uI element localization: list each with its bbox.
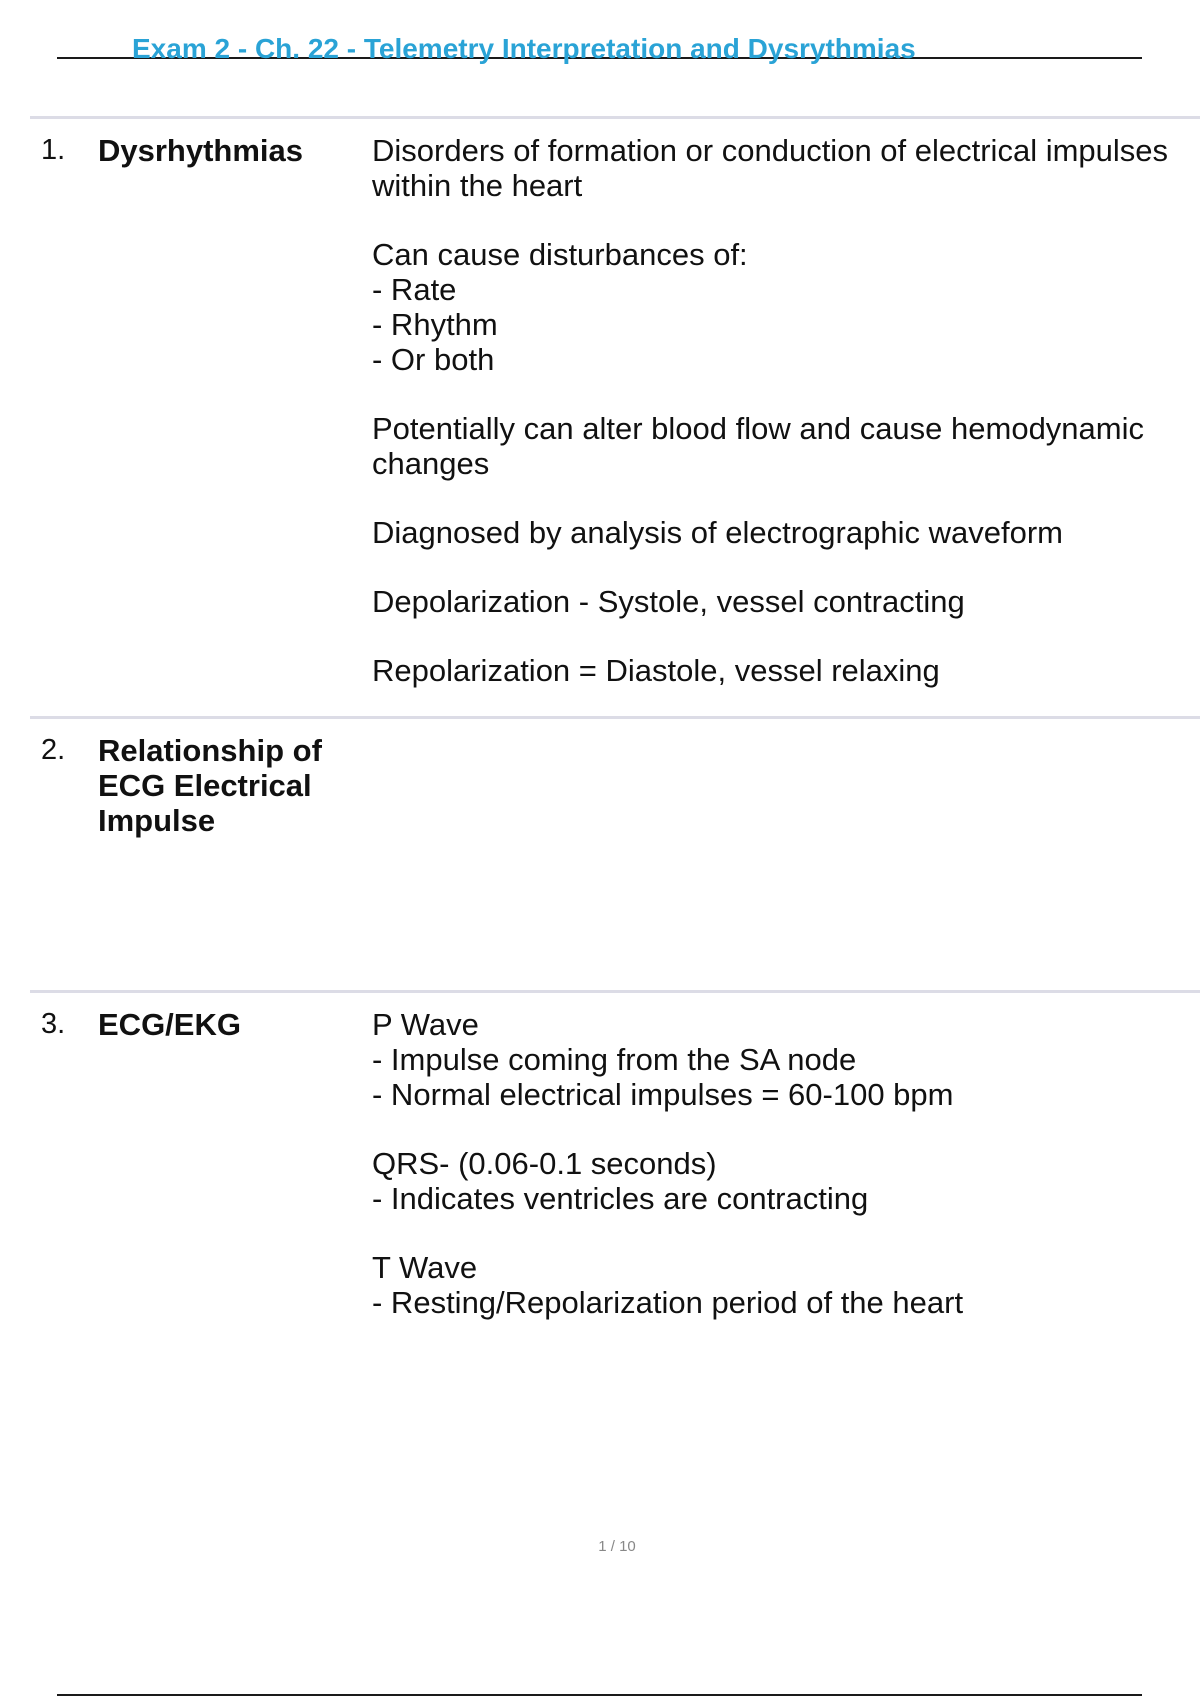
definition-paragraph (372, 1250, 1192, 1320)
flashcard-3 (30, 990, 1200, 1550)
definition-line: Depolarization - Systole, vessel contracting (372, 584, 965, 619)
card-number: 1. (41, 134, 66, 166)
definition-paragraph (372, 1007, 1192, 1112)
definition-line: - Impulse coming from the SA node (372, 1042, 857, 1077)
card-term (98, 1007, 348, 1042)
definition-line: P Wave (372, 1007, 479, 1042)
definition-paragraph (372, 584, 1192, 619)
document-title: Exam 2 - Ch. 22 - Telemetry Interpretation and Dysrythmias (132, 33, 916, 64)
card-number: 3. (41, 1008, 66, 1040)
definition-line: within the heart (372, 168, 583, 203)
card-number: 2. (41, 734, 66, 766)
definition-paragraph (372, 653, 1192, 688)
card-term (98, 733, 348, 838)
term-line: Impulse (98, 803, 216, 838)
definition-line: Disorders of formation or conduction of electrical impulses (372, 133, 1169, 168)
definition-paragraph (372, 237, 1192, 377)
definition-paragraph (372, 1146, 1192, 1216)
term-line: ECG/EKG (98, 1007, 241, 1042)
definition-line: - Normal electrical impulses = 60-100 bpm (372, 1077, 954, 1112)
definition-line: - Or both (372, 342, 495, 377)
definition-line: Potentially can alter blood flow and cause hemodynamic (372, 411, 1145, 446)
definition-line: Repolarization = Diastole, vessel relaxing (372, 653, 940, 688)
card-definition (372, 133, 1192, 722)
definition-line: QRS- (0.06-0.1 seconds) (372, 1146, 717, 1181)
definition-paragraph (372, 515, 1192, 550)
card-definition (372, 1007, 1192, 1354)
page-number: 1 / 10 (598, 1538, 636, 1555)
card-term (98, 133, 348, 168)
definition-line: - Rate (372, 272, 457, 307)
definition-line: - Rhythm (372, 307, 498, 342)
flashcard-1 (30, 116, 1200, 716)
definition-line: T Wave (372, 1250, 478, 1285)
term-line: ECG Electrical (98, 768, 312, 803)
term-line: Dysrhythmias (98, 133, 304, 168)
definition-paragraph (372, 133, 1192, 203)
definition-line: Can cause disturbances of: (372, 237, 748, 272)
term-line: Relationship of (98, 733, 322, 768)
flashcard-2 (30, 716, 1200, 990)
document-header (57, 30, 1142, 70)
definition-paragraph (372, 411, 1192, 481)
definition-line: changes (372, 446, 490, 481)
footer-rule (57, 1694, 1142, 1696)
definition-line: Diagnosed by analysis of electrographic waveform (372, 515, 1063, 550)
definition-line: - Resting/Repolarization period of the heart (372, 1285, 964, 1320)
definition-line: - Indicates ventricles are contracting (372, 1181, 869, 1216)
